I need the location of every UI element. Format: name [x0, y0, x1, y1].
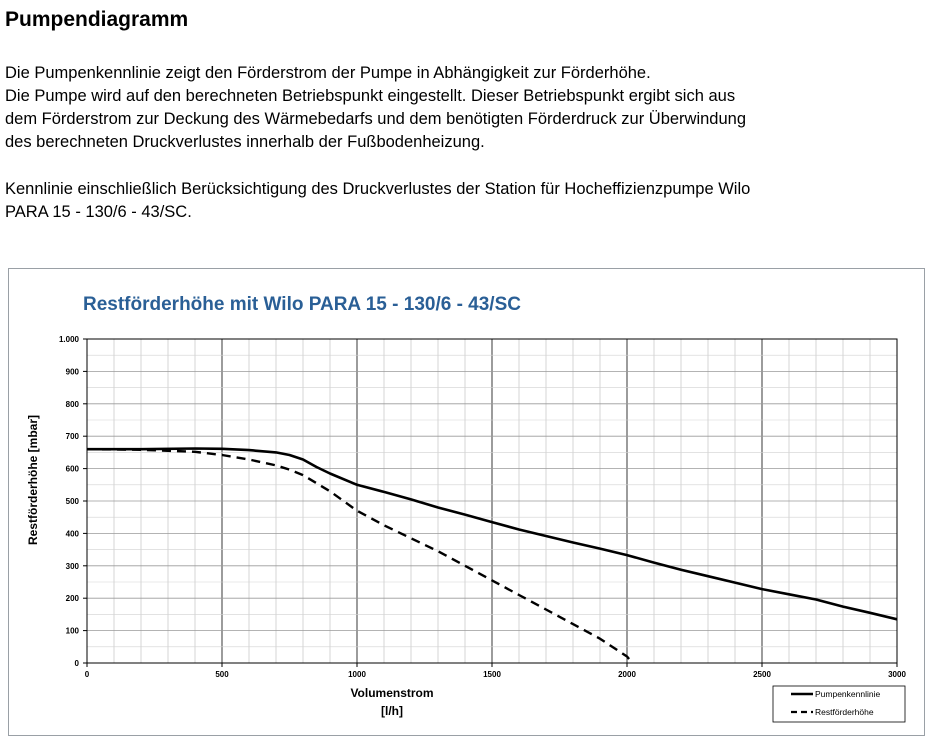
- x-axis-label: Volumenstrom: [350, 686, 434, 700]
- curve-note-line: PARA 15 - 130/6 - 43/SC.: [5, 203, 192, 221]
- x-tick-label: 2500: [753, 670, 771, 679]
- intro-line: dem Förderstrom zur Deckung des Wärmebedarfs und dem benötigten Förderdruck zur Überwindung: [5, 110, 747, 128]
- y-tick-label: 200: [65, 594, 79, 604]
- x-tick-label: 500: [215, 670, 229, 679]
- intro-line: Die Pumpenkennlinie zeigt den Förderstrom der Pumpe in Abhängigkeit zur Förderhöhe.: [5, 64, 651, 82]
- y-tick-label: 100: [65, 626, 79, 636]
- y-tick-label: 900: [65, 367, 79, 377]
- intro-paragraph: [5, 62, 925, 154]
- legend-label-restfoerderhoehe: Restförderhöhe: [815, 707, 874, 717]
- y-tick-label: 700: [65, 432, 79, 442]
- x-tick-label: 1000: [348, 670, 366, 679]
- chart-grid: [87, 339, 897, 663]
- chart-legend: [773, 686, 905, 722]
- y-tick-label: 500: [65, 497, 79, 506]
- y-tick-label: 800: [65, 399, 79, 409]
- x-axis-unit: [l/h]: [381, 704, 403, 718]
- chart-frame: [8, 268, 925, 736]
- y-tick-label: 1.000: [58, 335, 79, 344]
- x-tick-label: 2000: [618, 670, 636, 679]
- x-tick-label: 1500: [483, 670, 501, 679]
- y-tick-label: 0: [74, 659, 79, 668]
- curve-note-line: Kennlinie einschließlich Berücksichtigung des Druckverlustes der Station für Hocheffizienzpumpe Wilo: [5, 180, 751, 198]
- page-heading: Pumpendiagramm: [5, 8, 189, 31]
- x-tick-label: 0: [84, 670, 90, 679]
- chart-axes: [59, 335, 906, 679]
- x-tick-label: 3000: [888, 670, 906, 679]
- y-tick-label: 300: [65, 561, 79, 571]
- intro-line: Die Pumpe wird auf den berechneten Betriebspunkt eingestellt. Dieser Betriebspunkt ergibt sich aus: [5, 87, 736, 105]
- legend-label-pumpenkennlinie: Pumpenkennlinie: [815, 689, 881, 699]
- y-tick-label: 600: [65, 464, 79, 474]
- pump-chart: [9, 269, 924, 735]
- curve-note-paragraph: [5, 178, 925, 224]
- intro-line: des berechneten Druckverlustes innerhalb der Fußbodenheizung.: [5, 133, 485, 151]
- y-axis-label: Restförderhöhe [mbar]: [26, 414, 40, 546]
- y-tick-label: 400: [65, 529, 79, 539]
- chart-title: Restförderhöhe mit Wilo PARA 15 - 130/6 - 43/SC: [83, 294, 521, 315]
